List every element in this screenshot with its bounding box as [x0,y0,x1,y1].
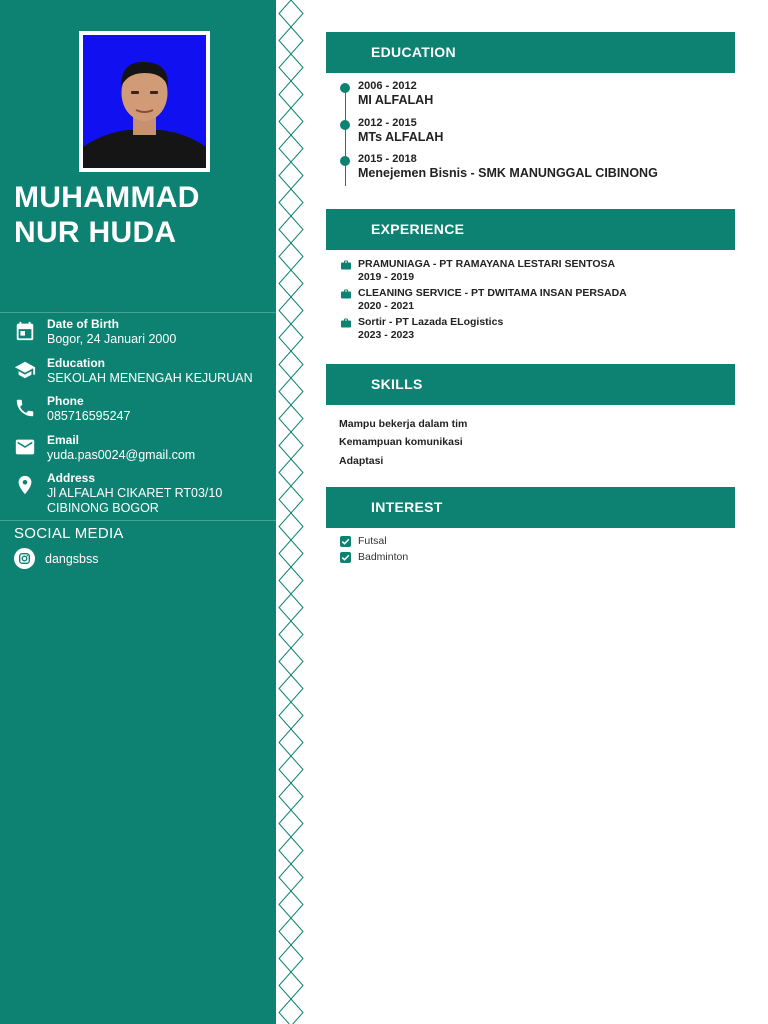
diamond-shape [279,459,303,486]
briefcase-icon [340,259,352,271]
section-header-interest [326,487,735,528]
diamond-shape [279,135,303,162]
email-icon [14,436,36,458]
info-label: Email [47,433,80,447]
diamond-shape [279,729,303,756]
social-item-instagram[interactable] [14,548,264,570]
divider [0,312,276,313]
skill-item: Adaptasi [339,455,384,467]
section-title: SKILLS [371,376,423,392]
info-label: Address [47,471,96,485]
diamond-shape [279,675,303,702]
education-years: 2015 - 2018 [358,153,417,165]
briefcase-icon [340,317,352,329]
interest-label: Badminton [358,551,409,563]
diamond-shape [279,918,303,945]
diamond-shape [279,783,303,810]
diamond-shape [279,189,303,216]
instagram-icon [14,548,35,569]
education-school: MI ALFALAH [358,93,434,107]
info-value: 085716595247 [47,409,131,423]
education-school: Menejemen Bisnis - SMK MANUNGGAL CIBINONG [358,166,658,180]
diamond-shape [279,621,303,648]
diamond-shape [279,513,303,540]
info-value: yuda.pas0024@gmail.com [47,448,196,462]
info-value: Bogor, 24 Januari 2000 [47,332,177,346]
info-value: Jl ALFALAH CIKARET RT03/10 [47,486,223,500]
diamond-shape [279,270,303,297]
phone-icon [14,397,36,419]
interest-item [340,551,640,565]
diamond-shape [279,594,303,621]
experience-years: 2020 - 2021 [358,300,415,312]
section-title: EDUCATION [371,44,456,60]
skill-item: Kemampuan komunikasi [339,436,463,448]
diamond-shape [279,999,303,1024]
info-label: Education [47,356,106,370]
info-label: Date of Birth [47,317,119,331]
diamond-shape [279,540,303,567]
social-media-title: SOCIAL MEDIA [14,525,124,542]
skill-item: Mampu bekerja dalam tim [339,418,468,430]
diamond-shape [279,54,303,81]
diamond-shape [279,648,303,675]
education-years: 2012 - 2015 [358,117,417,129]
diamond-shape [279,216,303,243]
timeline-dot [340,120,350,130]
graduation-cap-icon [14,359,36,381]
profile-photo-frame [79,31,210,172]
social-handle: dangsbss [45,552,99,566]
diamond-shape [279,810,303,837]
diamond-shape [279,297,303,324]
experience-years: 2023 - 2023 [358,329,415,341]
diamond-shape [279,864,303,891]
diamond-shape [279,432,303,459]
diamond-shape [279,351,303,378]
diamond-shape [279,378,303,405]
timeline-dot [340,83,350,93]
education-years: 2006 - 2012 [358,80,417,92]
experience-title: CLEANING SERVICE - PT DWITAMA INSAN PERSADA [358,287,627,299]
diamond-shape [279,567,303,594]
diamond-shape [279,81,303,108]
diamond-shape [279,243,303,270]
diamond-shape [279,324,303,351]
interest-label: Futsal [358,535,387,547]
education-school: MTs ALFALAH [358,130,444,144]
experience-title: PRAMUNIAGA - PT RAMAYANA LESTARI SENTOSA [358,258,616,270]
diamond-shape [279,486,303,513]
briefcase-icon [340,288,352,300]
person-silhouette-icon [83,35,206,168]
section-header-experience [326,209,735,250]
diamond-shape [279,891,303,918]
timeline-dot [340,156,350,166]
name-line-1: MUHAMMAD [14,181,200,214]
sidebar [0,0,276,1024]
section-title: EXPERIENCE [371,221,465,237]
checkbox-checked-icon [340,536,351,547]
checkbox-checked-icon [340,552,351,563]
diamond-shape [279,27,303,54]
timeline-line [345,86,346,186]
section-title: INTEREST [371,499,443,515]
diamond-shape [279,756,303,783]
experience-years: 2019 - 2019 [358,271,415,283]
diamond-shape [279,108,303,135]
experience-title: Sortir - PT Lazada ELogistics [358,316,504,328]
diamond-shape [279,837,303,864]
location-pin-icon [14,474,36,496]
name-line-2: NUR HUDA [14,216,177,249]
interest-item [340,535,640,549]
info-value: SEKOLAH MENENGAH KEJURUAN [47,371,253,385]
info-value: CIBINONG BOGOR [47,501,159,515]
divider [0,520,276,521]
diamond-pattern [276,0,306,1024]
diamond-shape [279,702,303,729]
diamond-shape [279,972,303,999]
diamond-shape [279,405,303,432]
profile-photo [83,35,206,168]
section-header-education [326,32,735,73]
diamond-shape [279,0,303,27]
calendar-icon [14,320,36,342]
profile-name [14,180,264,250]
diamond-shape [279,945,303,972]
diamond-shape [279,162,303,189]
info-label: Phone [47,394,84,408]
section-header-skills [326,364,735,405]
